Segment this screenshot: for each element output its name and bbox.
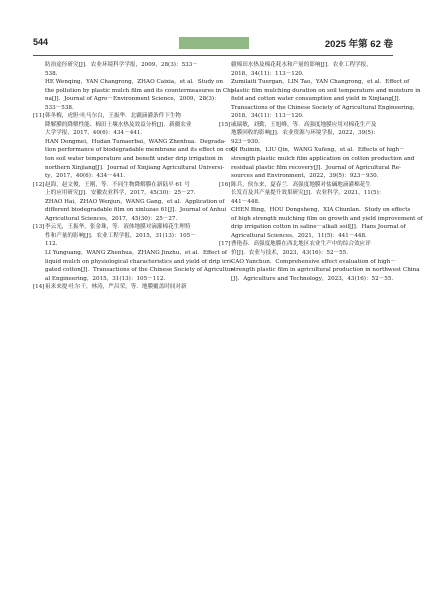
reference-line: ZHAO Hai，ZHAO Wenjun，WANG Gang，et al．Application of <box>45 198 225 205</box>
reference-line: 祖米来提·吐尔干，林涛，严昌荣，等．地膜覆盖时间对新 <box>45 284 187 291</box>
reference-line: CAO Yanchun．Comprehensive effect evaluation of high－ <box>231 258 396 265</box>
reference-line: 长发育及其产量提升效果研究[J]．农业科学，2021，11(5)： <box>231 190 385 197</box>
reference-entry <box>219 240 420 283</box>
reference-line: 性和产量的影响[J]．农业工程学报，2015，31(13)：105－ <box>45 232 196 239</box>
reference-line: different biodegradable film on xinluzao 61[J]．Journal of Anhui <box>45 207 227 214</box>
reference-line: 上的应用研究[J]．安徽农业科学，2017，45(30)：25－27. <box>45 190 196 197</box>
reference-line: 疆棉田水热及棉花耗水和产量的影响[J]．农业工程学报， <box>231 62 372 68</box>
reference-line: 441－448. <box>231 198 260 205</box>
reference-line: tion performance of biodegradable membrane and its effect on cot- <box>45 147 237 154</box>
reference-number: [13] <box>33 224 45 231</box>
reference-line: HAN Dongmei，Hudan Tumaerbai，WANG Zhenhua．Degrada- <box>45 138 227 145</box>
reference-line: plastic film mulching duration on soil temperature and moisture in <box>231 87 421 94</box>
reference-line: gated cotton[J]．Transactions of the Chinese Society of Agricultur- <box>45 267 235 274</box>
reference-line: liquid mulch on physiological characteristics and yield of drip irri- <box>45 258 233 265</box>
reference-line: na[J]．Journal of Agro－Environment Science，2009，28(3)： <box>45 96 220 103</box>
reference-line: strength plastic film in agricultural production in northwest China <box>231 267 420 274</box>
reference-line: LI Yunguang，WANG Zhenhua，ZHANG Jinzhu，et al．Effect of <box>45 250 227 257</box>
reference-line: 防治途径研究[J]．农业环境科学学报，2009，28(3)：533－ <box>45 62 198 68</box>
reference-line: Zumilaiti Tuergan，LIN Tao，YAN Changrong，et al．Effect of <box>231 79 410 86</box>
reference-line: [J]．Agriculture and Technology，2023，43(16)：52－55. <box>231 275 394 282</box>
reference-line: northern Xinjiang[J]．Journal of Xinjiang Agricultural Universi- <box>45 164 225 171</box>
reference-entry <box>219 61 421 121</box>
reference-entry <box>219 121 415 181</box>
reference-line: 地膜回收的影响[J]．农业资源与环境学报，2022，39(5)： <box>231 130 379 137</box>
reference-line: drip irrigation cotton in saline－alkali soil[J]．Hans Journal of <box>231 224 406 231</box>
reference-line: CHEN Bing，HOU Dongsheng，XIA Chunlan．Study on effects <box>231 207 411 214</box>
reference-line: 陈兵，侯东来，夏春兰．高强度地膜对盐碱地滴灌棉花生 <box>231 181 371 188</box>
reference-line: the pollution by plastic mulch film and its countermeasures in Chi- <box>45 87 235 94</box>
reference-number: [17] <box>219 241 231 248</box>
page-number: 544 <box>33 37 49 47</box>
reference-number: [16] <box>219 181 231 188</box>
reference-number: [14] <box>33 284 45 291</box>
header-rule <box>33 55 393 56</box>
reference-line: 2018，34(11)：113－120. <box>231 113 304 120</box>
reference-line: 赵海，赵文俊，王刚，等．不同生物降解膜在新陆早 61 号 <box>45 181 190 188</box>
reference-entry <box>33 61 235 112</box>
reference-entry <box>219 181 423 241</box>
reference-line: Agricultural Sciences，2021，11(5)：441－448. <box>231 232 367 239</box>
reference-line: 价[J]．农业与技术，2023，43(16)：52－55. <box>231 250 348 257</box>
reference-entry <box>33 283 207 292</box>
reference-line: 李云光，王振华，张金珠，等．液体地膜对滴灌棉花生理特 <box>45 224 191 231</box>
reference-line: QI Ruimin，LIU Qin，WANG Xufeng，et al．Effects of high－ <box>231 147 405 154</box>
reference-line: 大学学报，2017，40(6)：434－441. <box>45 130 143 137</box>
reference-number: [15] <box>219 121 231 128</box>
reference-number: [11] <box>33 113 45 120</box>
reference-line: field and cotton water consumption and yield in Xinjiang[J]． <box>231 96 405 103</box>
right-column <box>219 61 423 283</box>
reference-line: ty，2017，40(6)：434－441. <box>45 173 126 180</box>
reference-line: 533－538. <box>45 104 74 111</box>
reference-line: ton soil water temperature and benefit under drip irrigation in <box>45 156 223 163</box>
reference-line: sources and Environment，2022，39(5)：923－930. <box>231 173 379 180</box>
reference-line: 降解膜的降解性能、棉田土壤水热及效益分析[J]．新疆农业 <box>45 121 192 128</box>
reference-line: 538. <box>45 70 58 77</box>
reference-line: 曹艳春．高强度地膜在西北地区农业生产中的综合效应评 <box>231 241 371 248</box>
reference-line: Transactions of the Chinese Society of Agricultural Engineering， <box>231 104 419 111</box>
reference-line: 112. <box>45 241 58 248</box>
reference-line: strength plastic mulch film application on cotton production and <box>231 156 415 163</box>
reference-line: 韩冬梅，虎胆·吐马尔白，王振华．北疆滴灌条件下生物 <box>45 113 182 120</box>
reference-line: of high strength mulching film on growth and yield improvement of <box>231 215 423 222</box>
journal-volume: 2025 年第 62 卷 <box>324 39 393 50</box>
reference-number: [12] <box>33 181 45 188</box>
reference-line: HE Wenqing，YAN Changrong，ZHAO Caixia，et al．Study on <box>45 79 223 86</box>
page-header <box>33 35 393 55</box>
reference-line: 2018，34(11)：113－120. <box>231 70 304 77</box>
reference-line: al Engineering，2015，31(13)：105－112. <box>45 275 166 282</box>
reference-line: 923－930. <box>231 138 260 145</box>
reference-line: residual plastic film recovery[J]．Journal of Agricultural Re- <box>231 164 401 171</box>
header-accent-bar <box>179 37 249 49</box>
reference-line: 戚瑞敏，刘勤，王旭峰，等．高强度地膜应用对棉花生产及 <box>231 121 377 128</box>
reference-line: Agricultural Sciences，2017，45(30)：25－27. <box>45 215 178 222</box>
